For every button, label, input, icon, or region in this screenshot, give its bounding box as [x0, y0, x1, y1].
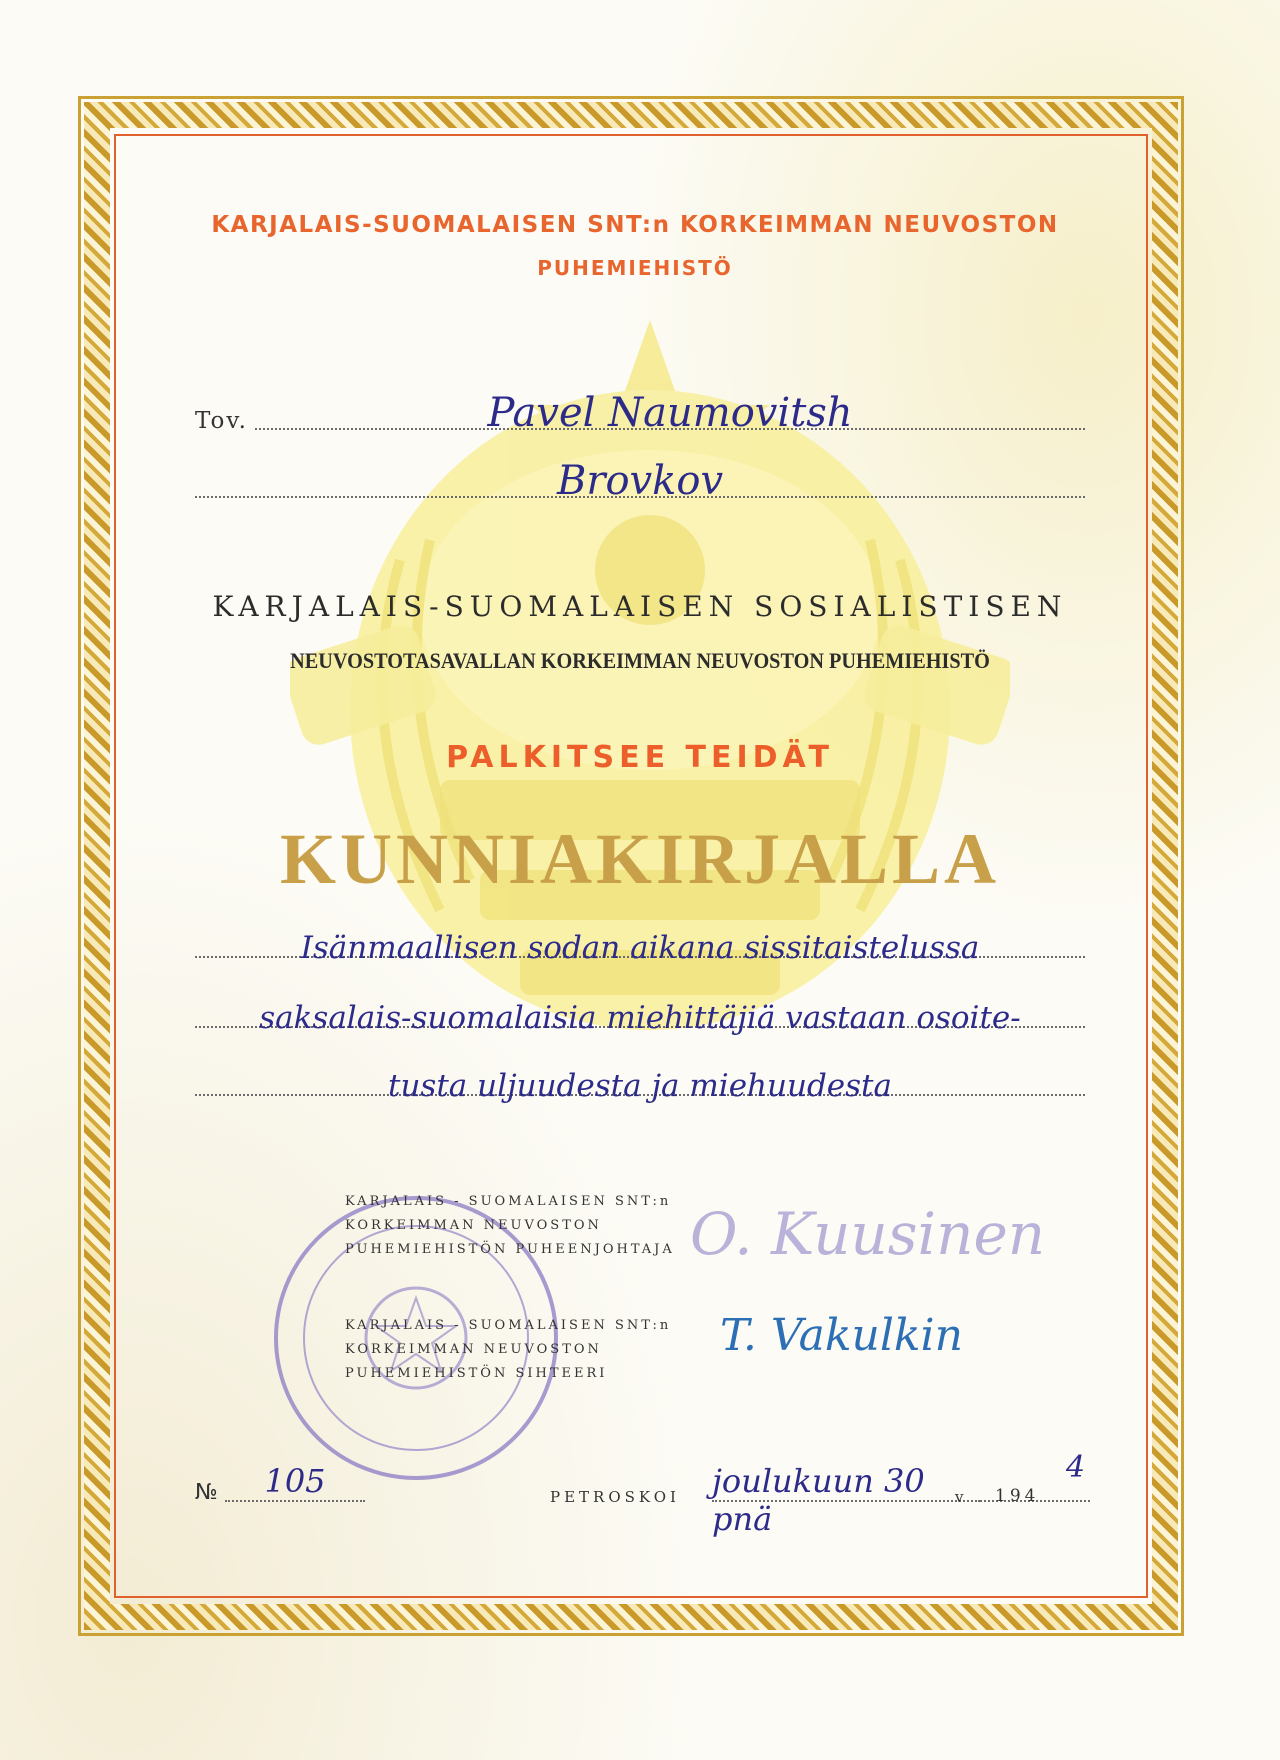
secretary-title-line-1: KARJALAIS - SUOMALAISEN SNT:n: [345, 1318, 672, 1333]
republic-line-2: NEUVOSTOTASAVALLAN KORKEIMMAN NEUVOSTON PUHEMIEHISTÖ: [290, 648, 990, 673]
chairman-title-line-1: KARJALAIS - SUOMALAISEN SNT:n: [345, 1194, 672, 1209]
secretary-title-block: [345, 1314, 671, 1386]
secretary-signature: T. Vakulkin: [720, 1310, 963, 1361]
year-handwritten-digit: 4: [1066, 1450, 1086, 1485]
reason-line-2: saksalais-suomalaisia miehittäjiä vastaan osoite-: [259, 1000, 1021, 1036]
award-line: PALKITSEE TEIDÄT: [446, 740, 834, 775]
certificate-number: 105: [264, 1462, 326, 1500]
year-printed: 194: [995, 1486, 1040, 1506]
header-line-1: KARJALAIS-SUOMALAISEN SNT:n KORKEIMMAN NEUVOSTON: [211, 212, 1059, 238]
header-line-2: PUHEMIEHISTÖ: [537, 256, 733, 280]
chairman-title-line-2: KORKEIMMAN NEUVOSTON: [345, 1218, 602, 1233]
recipient-label: Tov.: [195, 408, 248, 434]
reason-line-1: Isänmaallisen sodan aikana sissitaistelussa: [300, 930, 980, 966]
award-title: KUNNIAKIRJALLA: [279, 819, 1001, 899]
city-label: PETROSKOI: [550, 1488, 680, 1506]
issue-date: joulukuun 30 pnä: [712, 1462, 925, 1538]
secretary-title-line-2: KORKEIMMAN NEUVOSTON: [345, 1342, 602, 1357]
recipient-surname: Brovkov: [556, 458, 724, 504]
year-prefix-label: v: [955, 1488, 968, 1506]
chairman-signature: O. Kuusinen: [690, 1200, 1046, 1268]
chairman-title-line-3: PUHEMIEHISTÖN PUHEENJOHTAJA: [345, 1242, 675, 1257]
number-label: №: [195, 1480, 218, 1505]
number-rule: [225, 1500, 365, 1502]
secretary-title-line-3: PUHEMIEHISTÖN SIHTEERI: [345, 1366, 608, 1381]
reason-line-3: tusta uljuudesta ja miehuudesta: [388, 1068, 892, 1104]
republic-line-1: KARJALAIS-SUOMALAISEN SOSIALISTISEN: [212, 590, 1068, 623]
chairman-title-block: [345, 1190, 675, 1262]
recipient-first-names: Pavel Naumovitsh: [487, 390, 853, 436]
